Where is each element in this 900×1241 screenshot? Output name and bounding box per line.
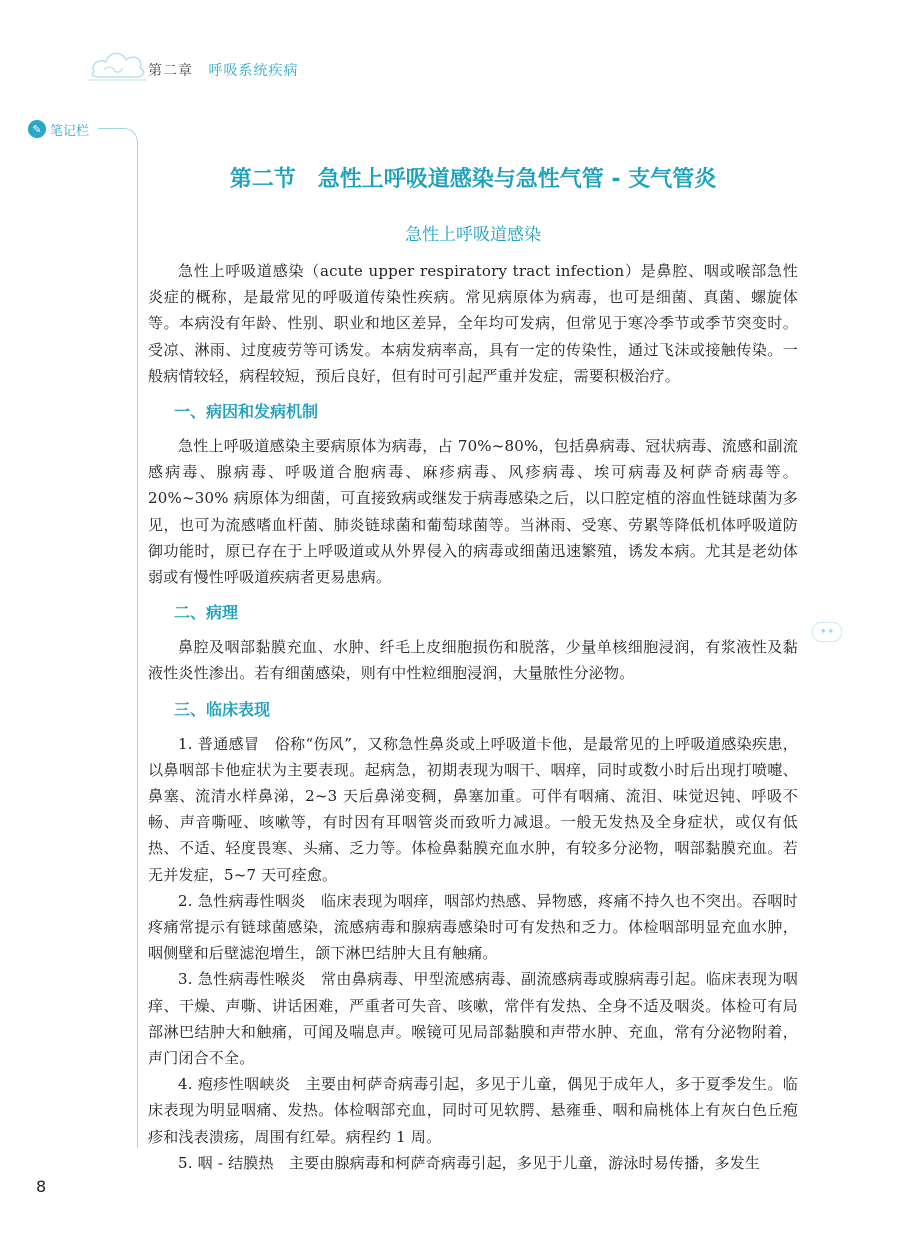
pathology-paragraph: 鼻腔及咽部黏膜充血、水肿、纤毛上皮细胞损伤和脱落，少量单核细胞浸润，有浆液性及黏液性炎性渗出。若有细菌感染，则有中性粒细胞浸润，大量脓性分泌物。 (148, 638, 798, 683)
cloud-ornament-icon (88, 44, 148, 84)
chapter-title: 呼吸系统疾病 (208, 63, 299, 79)
chapter-number: 第二章 (148, 63, 193, 79)
section-subtitle: 急性上呼吸道感染 (405, 225, 541, 245)
heading-pathology: 二、病理 (174, 603, 239, 623)
heading-clinical: 三、临床表现 (174, 699, 271, 719)
section-title: 第二节 急性上呼吸道感染与急性气管 - 支气管炎 (229, 167, 717, 192)
intro-paragraph: 急性上呼吸道感染（acute upper respiratory tract infection）是鼻腔、咽或喉部急性炎症的概称，是最常见的呼吸道传染性疾病。常见病原体为病毒，也可是细菌、真菌、螺旋体等。本病没有年龄、性别、职业和地区差异，全年均可发病，但常见于寒冷季节或季节突变时。受凉、淋雨、过度疲劳等可诱发。本病发病率高，具有一定的传染性，通过飞沫或接触传染。一般病情较轻，病程较短，预后良好，但有时可引起严重并发症，需要积极治疗。 (148, 262, 798, 385)
main-content (148, 158, 798, 1176)
notes-label: 笔记栏 (50, 123, 90, 139)
clinical-paragraph-1: 1. 普通感冒 俗称“伤风”，又称急性鼻炎或上呼吸道卡他，是最常见的上呼吸道感染疾患，以鼻咽部卡他症状为主要表现。起病急，初期表现为咽干、咽痒，同时或数小时后出现打喷嚏、鼻塞、流清水样鼻涕，2~3 天后鼻涕变稠，鼻塞加重。可伴有咽痛、流泪、味觉迟钝、呼吸不畅、声音嘶哑、咳嗽等，有时因有耳咽管炎而致听力减退。一般无发热及全身症状，或仅有低热、不适、轻度畏寒、头痛、乏力等。体检鼻黏膜充血水肿，有较多分泌物，咽部黏膜充血。若无并发症，5~7 天可痊愈。 (148, 734, 798, 884)
etiology-paragraph: 急性上呼吸道感染主要病原体为病毒，占 70%~80%，包括鼻病毒、冠状病毒、流感和副流感病毒、腺病毒、呼吸道合胞病毒、麻疹病毒、风疹病毒、埃可病毒及柯萨奇病毒等。20%~30% 病原体为细菌，可直接致病或继发于病毒感染之后，以口腔定植的溶血性链球菌为多见，也可为流感嗜血杆菌、肺炎链球菌和葡萄球菌等。当淋雨、受寒、劳累等降低机体呼吸道防御功能时，原已存在于上呼吸道或从外界侵入的病毒或细菌迅速繁殖，诱发本病。尤其是老幼体弱或有慢性呼吸道疾病者更易患病。 (148, 437, 798, 587)
heading-etiology: 一、病因和发病机制 (174, 402, 319, 422)
clinical-paragraph-4: 4. 疱疹性咽峡炎 主要由柯萨奇病毒引起，多见于儿童，偶见于成年人，多于夏季发生。临床表现为明显咽痛、发热。体检咽部充血，同时可见软腭、悬雍垂、咽和扁桃体上有灰白色丘疱疹和浅表溃疡，周围有红晕。病程约 1 周。 (148, 1075, 798, 1146)
notes-column-label (28, 118, 89, 140)
clinical-paragraph-2: 2. 急性病毒性咽炎 临床表现为咽痒，咽部灼热感、异物感，疼痛不持久也不突出。吞咽时疼痛常提示有链球菌感染，流感病毒和腺病毒感染时可有发热和乏力。体检咽部明显充血水肿，咽侧壁和后壁滤泡增生，颌下淋巴结肿大且有触痛。 (148, 891, 798, 963)
notes-column-border (124, 128, 138, 1148)
notes-divider (98, 128, 124, 129)
page-header (0, 0, 900, 110)
clinical-paragraph-5: 5. 咽 - 结膜热 主要由腺病毒和柯萨奇病毒引起，多见于儿童，游泳时易传播，多发生 (178, 1153, 761, 1172)
clinical-paragraph-3: 3. 急性病毒性喉炎 常由鼻病毒、甲型流感病毒、副流感病毒或腺病毒引起。临床表现为咽痒、干燥、声嘶、讲话困难，严重者可失音、咳嗽，常伴有发热、全身不适及咽炎。体检可有局部淋巴结肿大和触痛，可闻及喘息声。喉镜可见局部黏膜和声带水肿、充血，常有分泌物附着，声门闭合不全。 (148, 970, 798, 1068)
chapter-heading (148, 60, 298, 80)
page-number: 8 (36, 1177, 47, 1196)
decorative-badge-icon: ✦✦ (812, 622, 842, 642)
pencil-note-icon: ✎ (28, 120, 46, 138)
